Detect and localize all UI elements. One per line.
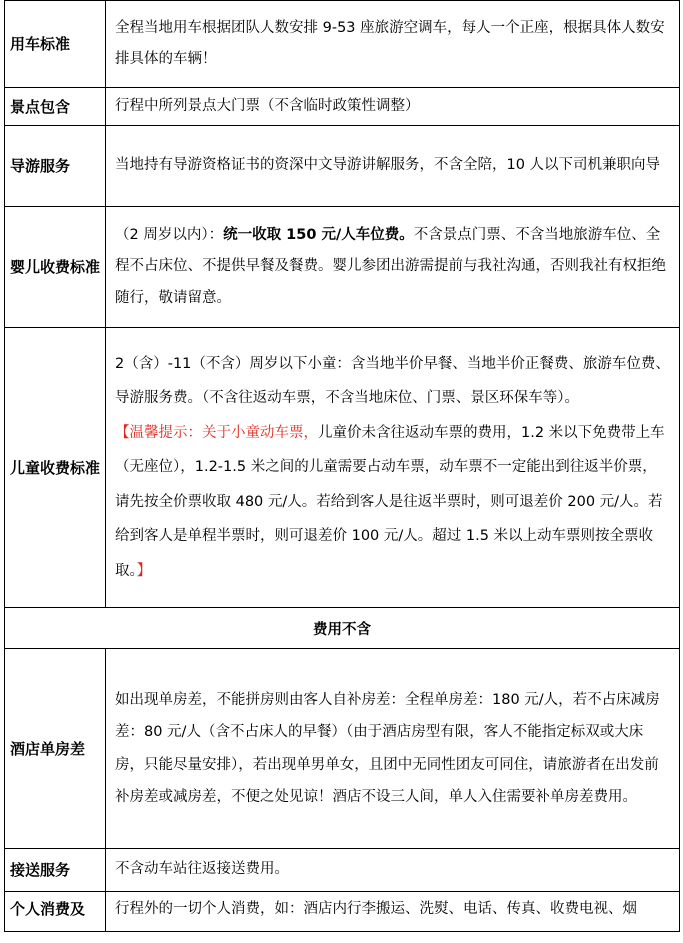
row-content (106, 207, 680, 328)
row-label: 景点包含 (5, 88, 106, 126)
infant-rules-text: 不含景点门票、不含当地旅游车位、全程不占床位、不提供早餐及餐费。婴儿参团出游需提前与我社沟通，否则我社有权拒绝随行，敬请留意。 (115, 226, 666, 306)
table-row (5, 1, 680, 88)
fee-table (4, 0, 680, 932)
warm-tip-text: 【温馨提示：关于小童动车票， (115, 424, 318, 441)
section-row (5, 608, 680, 649)
child-ticket-text: 儿童价未含往返动车票的费用，1.2 米以下免费带上车（无座位），1.2-1.5 米之间的儿童需要占动车票，动车票不一定能出到往返半价票，请先按全价票收取 480 元/人。若给到客人是往返半票时，则可退差价 200 元/人。若给到客人是单程半票时，则可退差价 100 元/人。超过 1.5 米以上动车票则按全票收取。 (115, 424, 665, 579)
table-row (5, 649, 680, 849)
table-row (5, 88, 680, 126)
row-content (106, 328, 680, 608)
row-content: 不含动车站往返接送费用。 (106, 849, 680, 892)
row-content: 行程中所列景点大门票（不含临时政策性调整） (106, 88, 680, 126)
row-content: 如出现单房差，不能拼房则由客人自补房差：全程单房差：180 元/人，若不占床减房差：80 元/人（含不占床人的早餐）（由于酒店房型有限，客人不能指定标双或大床房，只能尽量安排），若出现单男单女，且团中无同性团友可同住，请旅游者在出发前补房差或减房差，不便之处见谅！酒店不设三人间，单人入住需要补单房差费用。 (106, 649, 680, 849)
table-row (5, 849, 680, 892)
table-row (5, 126, 680, 207)
row-label: 导游服务 (5, 126, 106, 207)
infant-fee-text: 统一收取 150 元/人车位费。 (223, 226, 414, 243)
infant-age-text: （2 周岁以内）： (115, 226, 224, 243)
row-label: 酒店单房差 (5, 649, 106, 849)
table-row (5, 892, 680, 932)
row-label: 个人消费及 (5, 892, 106, 932)
child-ticket-note (115, 416, 671, 589)
table-row (5, 207, 680, 328)
table-row (5, 328, 680, 608)
warm-tip-close: 】 (136, 562, 152, 579)
section-title: 费用不含 (5, 608, 680, 649)
row-content: 当地持有导游资格证书的资深中文导游讲解服务，不含全陪，10 人以下司机兼职向导 (106, 126, 680, 207)
row-label: 用车标准 (5, 1, 106, 88)
child-fee-text: 2（含）-11（不含）周岁以下小童：含当地半价早餐、当地半价正餐费、旅游车位费、导游服务费。（不含往返动车票，不含当地床位、门票、景区环保车等）。 (115, 355, 670, 407)
row-content: 全程当地用车根据团队人数安排 9-53 座旅游空调车，每人一个正座，根据具体人数安排具体的车辆！ (106, 1, 680, 88)
row-label: 婴儿收费标准 (5, 207, 106, 328)
row-label: 儿童收费标准 (5, 328, 106, 608)
row-content: 行程外的一切个人消费，如：酒店内行李搬运、洗熨、电话、传真、收费电视、烟 (106, 892, 680, 932)
row-label: 接送服务 (5, 849, 106, 892)
